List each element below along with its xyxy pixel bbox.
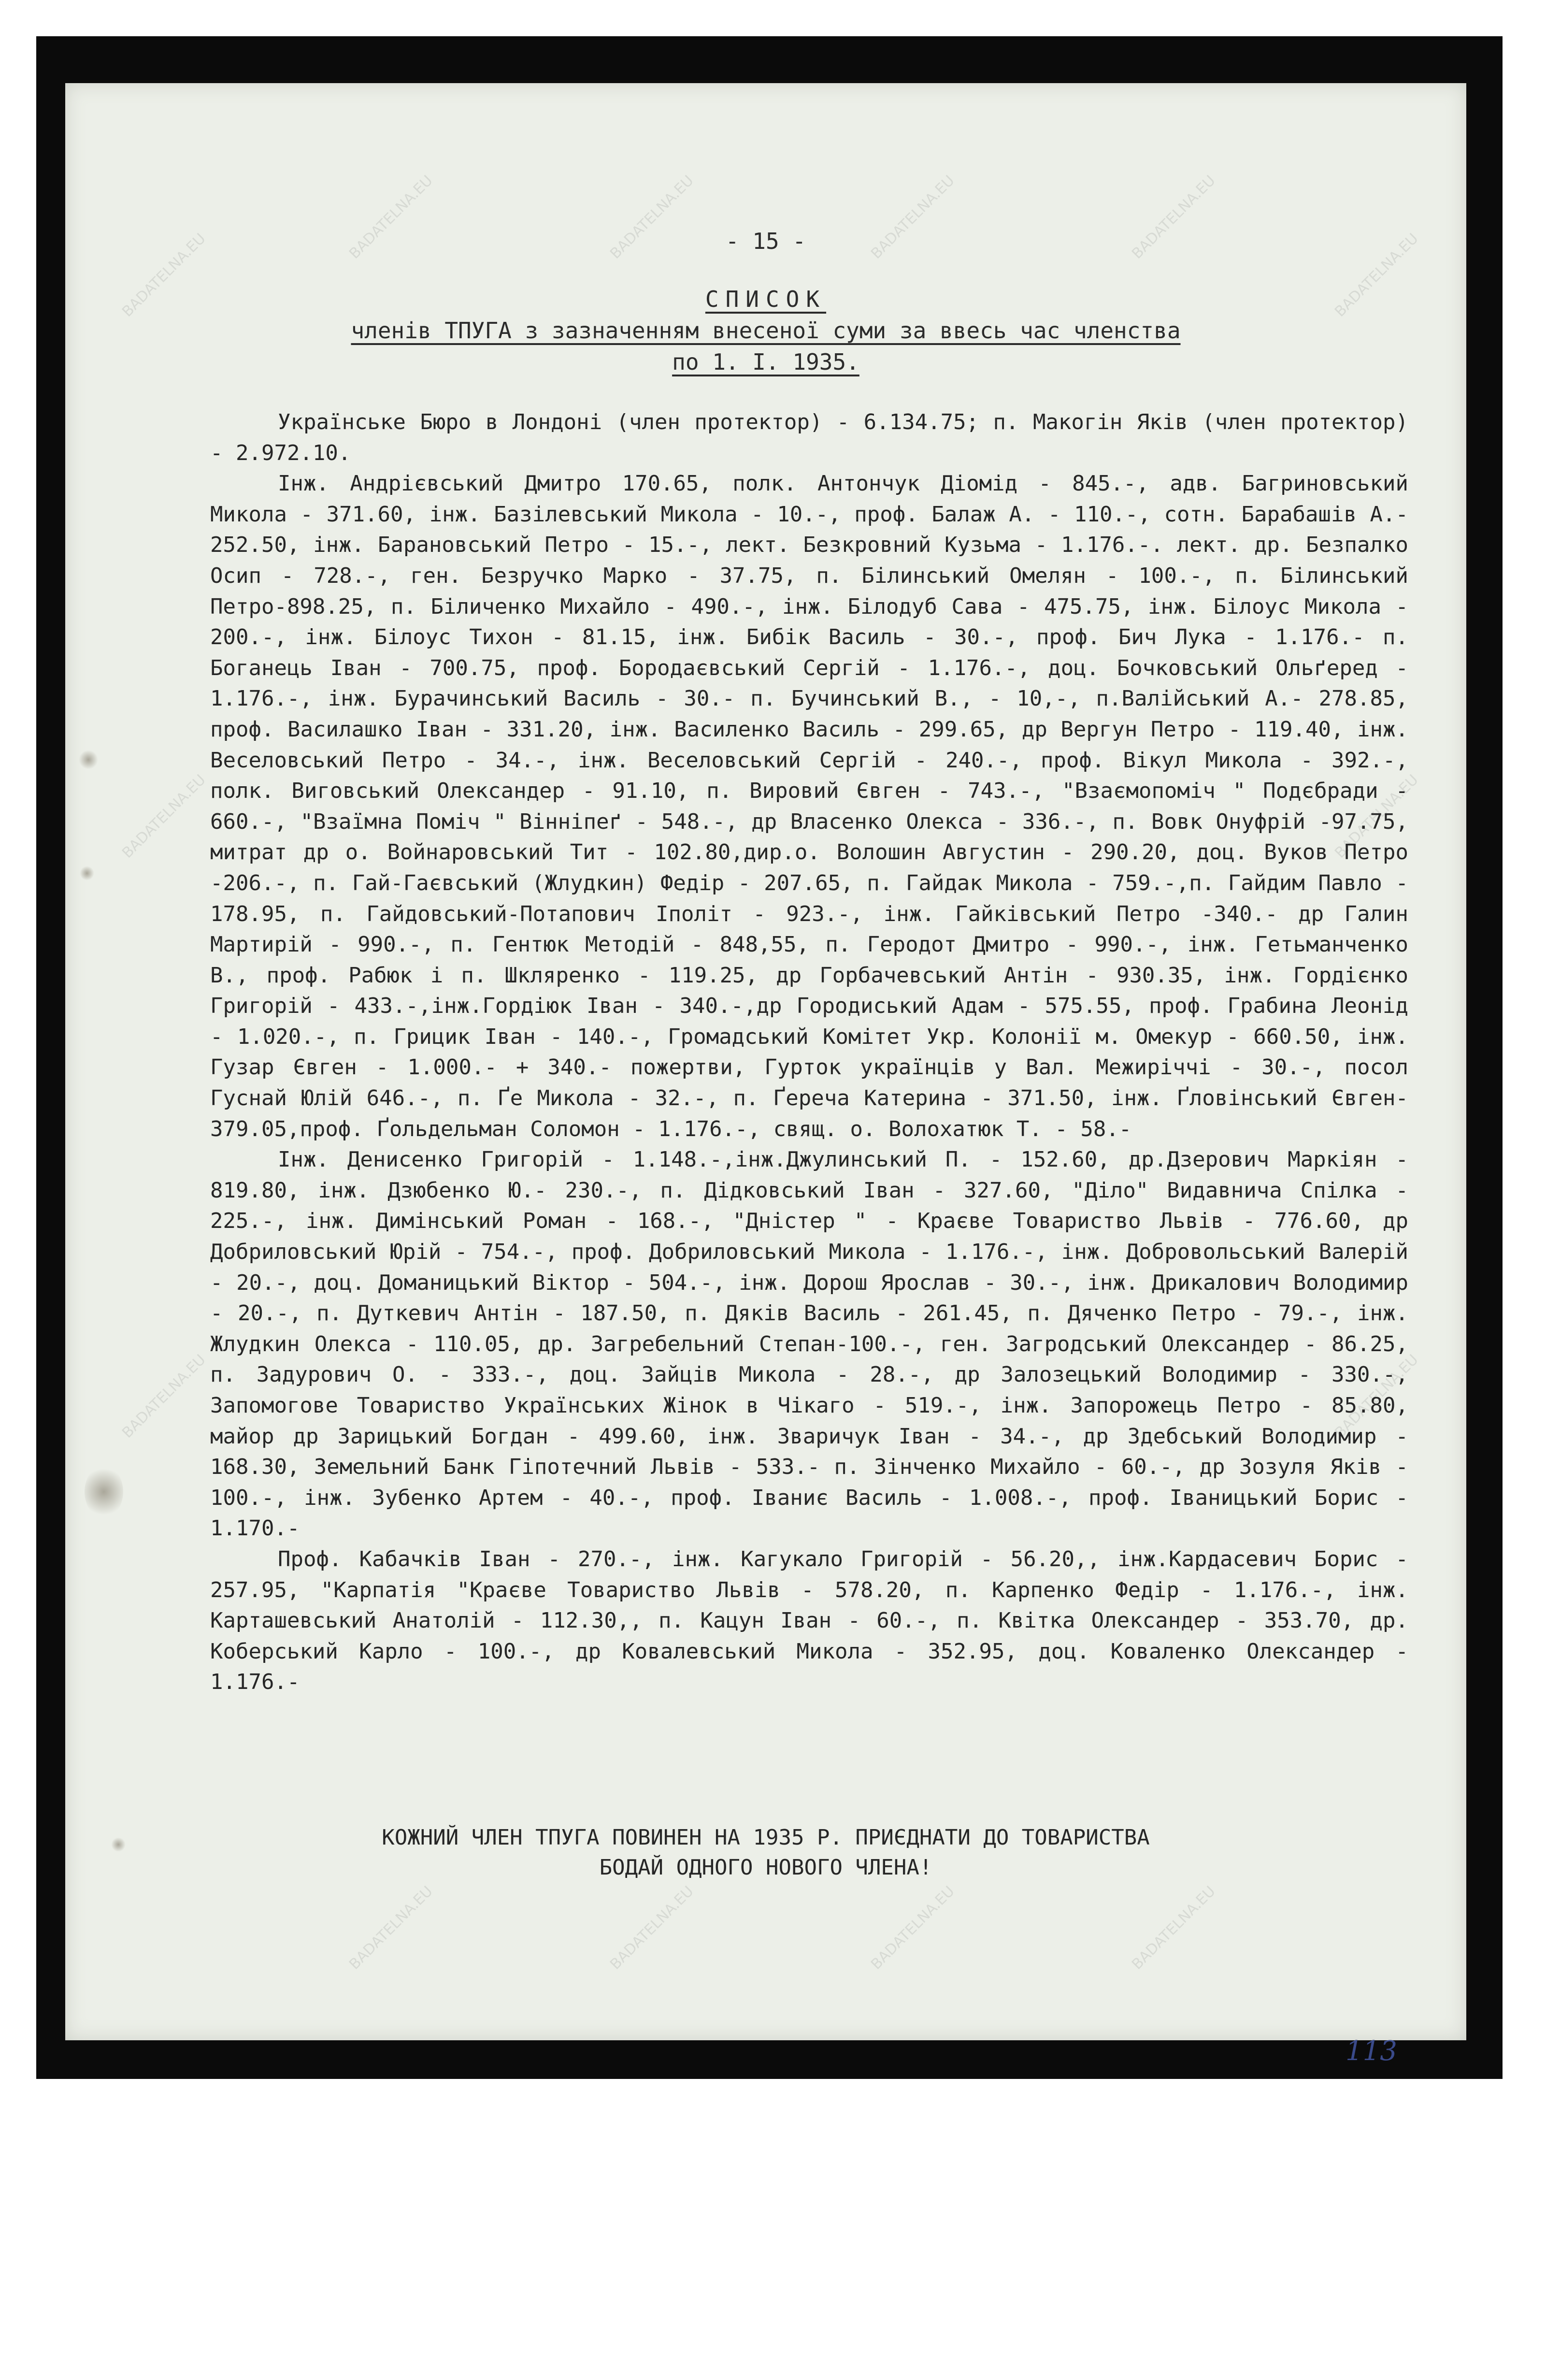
handwritten-folio-number: 113 [1346,2035,1397,2067]
watermark: BADATELNA.EU [346,172,436,262]
watermark: BADATELNA.EU [119,230,209,320]
document-subtitle: членів ТПУГА з зазначенням внесеної суми за ввесь час членства [351,317,1181,344]
watermark: BADATELNA.EU [868,172,958,262]
watermark: BADATELNA.EU [1331,771,1422,862]
document-title: СПИСОК [705,286,827,312]
page-number: - 15 - [725,228,806,254]
watermark: BADATELNA.EU [1331,230,1422,320]
watermark: BADATELNA.EU [119,771,209,862]
watermark: BADATELNA.EU [1129,172,1219,262]
member-list [210,407,1408,1698]
paragraph: Інж. Денисенко Григорій - 1.148.-,інж.Джулинський П. - 152.60, др.Дзерович Маркіян - 819.80, інж. Дзюбенко Ю.- 230.-, п. Дідковський Іван - 327.60, "Діло" Видавнича Спілка - 225.-, інж. Димінський Роман - 168.-, "Дністер " - Краєве Товариство Львів - 776.60, др Добриловський Юрій - 754.-, проф. Добриловський Микола - 1.176.-, інж. Добровольський Валерій - 20.-, доц. Доманицький Віктор - 504.-, інж. Дорош Ярослав - 30.-, інж. Дрикалович Володимир - 20.-, п. Дуткевич Антін - 187.50, п. Дяків Василь - 261.45, п. Дяченко Петро - 79.-, інж. Жлудкин Олекса - 110.05, др. Загребельний Степан-100.-, ген. Загродський Олександер - 86.25, п. Задурович О. - 333.-, доц. Зайців Микола - 28.-, др Залозецький Володимир - 330.-, Запомогове Товариство Українських Жінок в Чікаго - 519.-, інж. Запорожець Петро - 85.80, майор др Зарицький Богдан - 499.60, інж. Зваричук Іван - 34.-, др Здебський Володимир - 168.30, Земельний Банк Гіпотечний Львів - 533.- п. Зінченко Михайло - 60.-, др Зозуля Яків - 100.-, інж. Зубенко Артем - 40.-, проф. Іваниє Василь - 1.008.-, проф. Іваницький Борис - 1.170.- [210,1147,1408,1541]
paper-stain [80,866,94,880]
watermark: BADATELNA.EU [868,1883,958,1973]
paragraph: Інж. Андрієвський Дмитро 170.65, полк. Антончук Діомід - 845.-, адв. Багриновський Микола - 371.60, інж. Базілевський Микола - 10.-, проф. Балаж А. - 110.-, сотн. Барабашів А.- 252.50, інж. Барановський Петро - 15.-, лект. Безкровний Кузьма - 1.176.-. лект. др. Безпалко Осип - 728.-, ген. Безручко Марко - 37.75, п. Білинський Омелян - 100.-, п. Білинський Петро-898.25, п. Біличенко Михайло - 490.-, інж. Білодуб Сава - 475.75, інж. Білоус Микола - 200.-, інж. Білоус Тихон - 81.15, інж. Бибік Василь - 30.-, проф. Бич Лука - 1.176.- п. Боганець Іван - 700.75, проф. Бородаєвський Сергій - 1.176.-, доц. Бочковський Ольґеред - 1.176.-, інж. Бурачинський Василь - 30.- п. Бучинський В., - 10,-, п.Валійський А.- 278.85, проф. Василашко Іван - 331.20, інж. Василенко Василь - 299.65, др Вергун Петро - 119.40, інж. Веселовський Петро - 34.-, інж. Веселовський Сергій - 240.-, проф. Вікул Микола - 392.-, полк. Виговський Олександер - 91.10, п. Вировий Євген - 743.-, "Взаємопоміч " Подєбради - 660.-, "Взаїмна Поміч " Вінніпеґ - 548.-, др Власенко Олекса - 336.-, п. Вовк Онуфрій -97.75, митрат др о. Войнаровський Тит - 102.80,дир.о. Волошин Августин - 290.20, доц. Вуков Петро -206.-, п. Гай-Гаєвський (Жлудкин) Федір - 207.65, п. Гайдак Микола - 759.-,п. Гайдим Павло - 178.95, п. Гайдовський-Потапович Іполіт - 923.-, інж. Гайківський Петро -340.- др Галин Мартирій - 990.-, п. Гентюк Методій - 848,55, п. Геродот Дмитро - 990.-, інж. Гетьманченко В., проф. Рабюк і п. Шкляренко - 119.25, др Горбачевський Антін - 930.35, інж. Гордієнко Григорій - 433.-,інж.Гордіюк Іван - 340.-,др Городиський Адам - 575.55, проф. Грабина Леонід - 1.020.-, п. Грицик Іван - 140.-, Громадський Комітет Укр. Колонії м. Омекур - 660.50, інж. Гузар Євген - 1.000.- + 340.- пожертви, Гурток українців у Вал. Межиріччі - 30.-, посол Гуснай Юлій 646.-, п. Ґе Микола - 32.-, п. Ґереча Катерина - 371.50, інж. Ґловінський Євген- 379.05,проф. Ґольдельман Соломон - 1.176.-, свящ. о. Волохатюк Т. - 58.- [210,471,1408,1141]
paper-stain [79,750,98,769]
watermark: BADATELNA.EU [1331,1351,1422,1442]
closing-line: БОДАЙ ОДНОГО НОВОГО ЧЛЕНА! [599,1855,932,1880]
watermark: BADATELNA.EU [1129,1883,1219,1973]
document-page [65,83,1466,2067]
document-date-line: по 1. І. 1935. [672,349,859,375]
paper-stain [85,1465,123,1518]
closing-appeal [65,1823,1466,1883]
closing-line: КОЖНИЙ ЧЛЕН ТПУГА ПОВИНЕН НА 1935 Р. ПРИЄДНАТИ ДО ТОВАРИСТВА [382,1825,1150,1850]
paragraph: Проф. Кабачків Іван - 270.-, інж. Кагукало Григорій - 56.20,, інж.Кардасевич Борис - 257.95, "Карпатія "Краєве Товариство Львів - 578.20, п. Карпенко Федір - 1.176.-, інж. Карташевський Анатолій - 112.30,, п. Кацун Іван - 60.-, п. Квітка Олександер - 353.70, др. Коберський Карло - 100.-, др Ковалевський Микола - 352.95, доц. Коваленко Олександер - 1.176.- [210,1546,1408,1695]
watermark: BADATELNA.EU [119,1351,209,1442]
watermark: BADATELNA.EU [346,1883,436,1973]
watermark: BADATELNA.EU [607,1883,697,1973]
watermark: BADATELNA.EU [607,172,697,262]
paragraph: Українське Бюро в Лондоні (член протектор) - 6.134.75; п. Макогін Яків (член протектор) - 2.972.10. [210,410,1408,465]
